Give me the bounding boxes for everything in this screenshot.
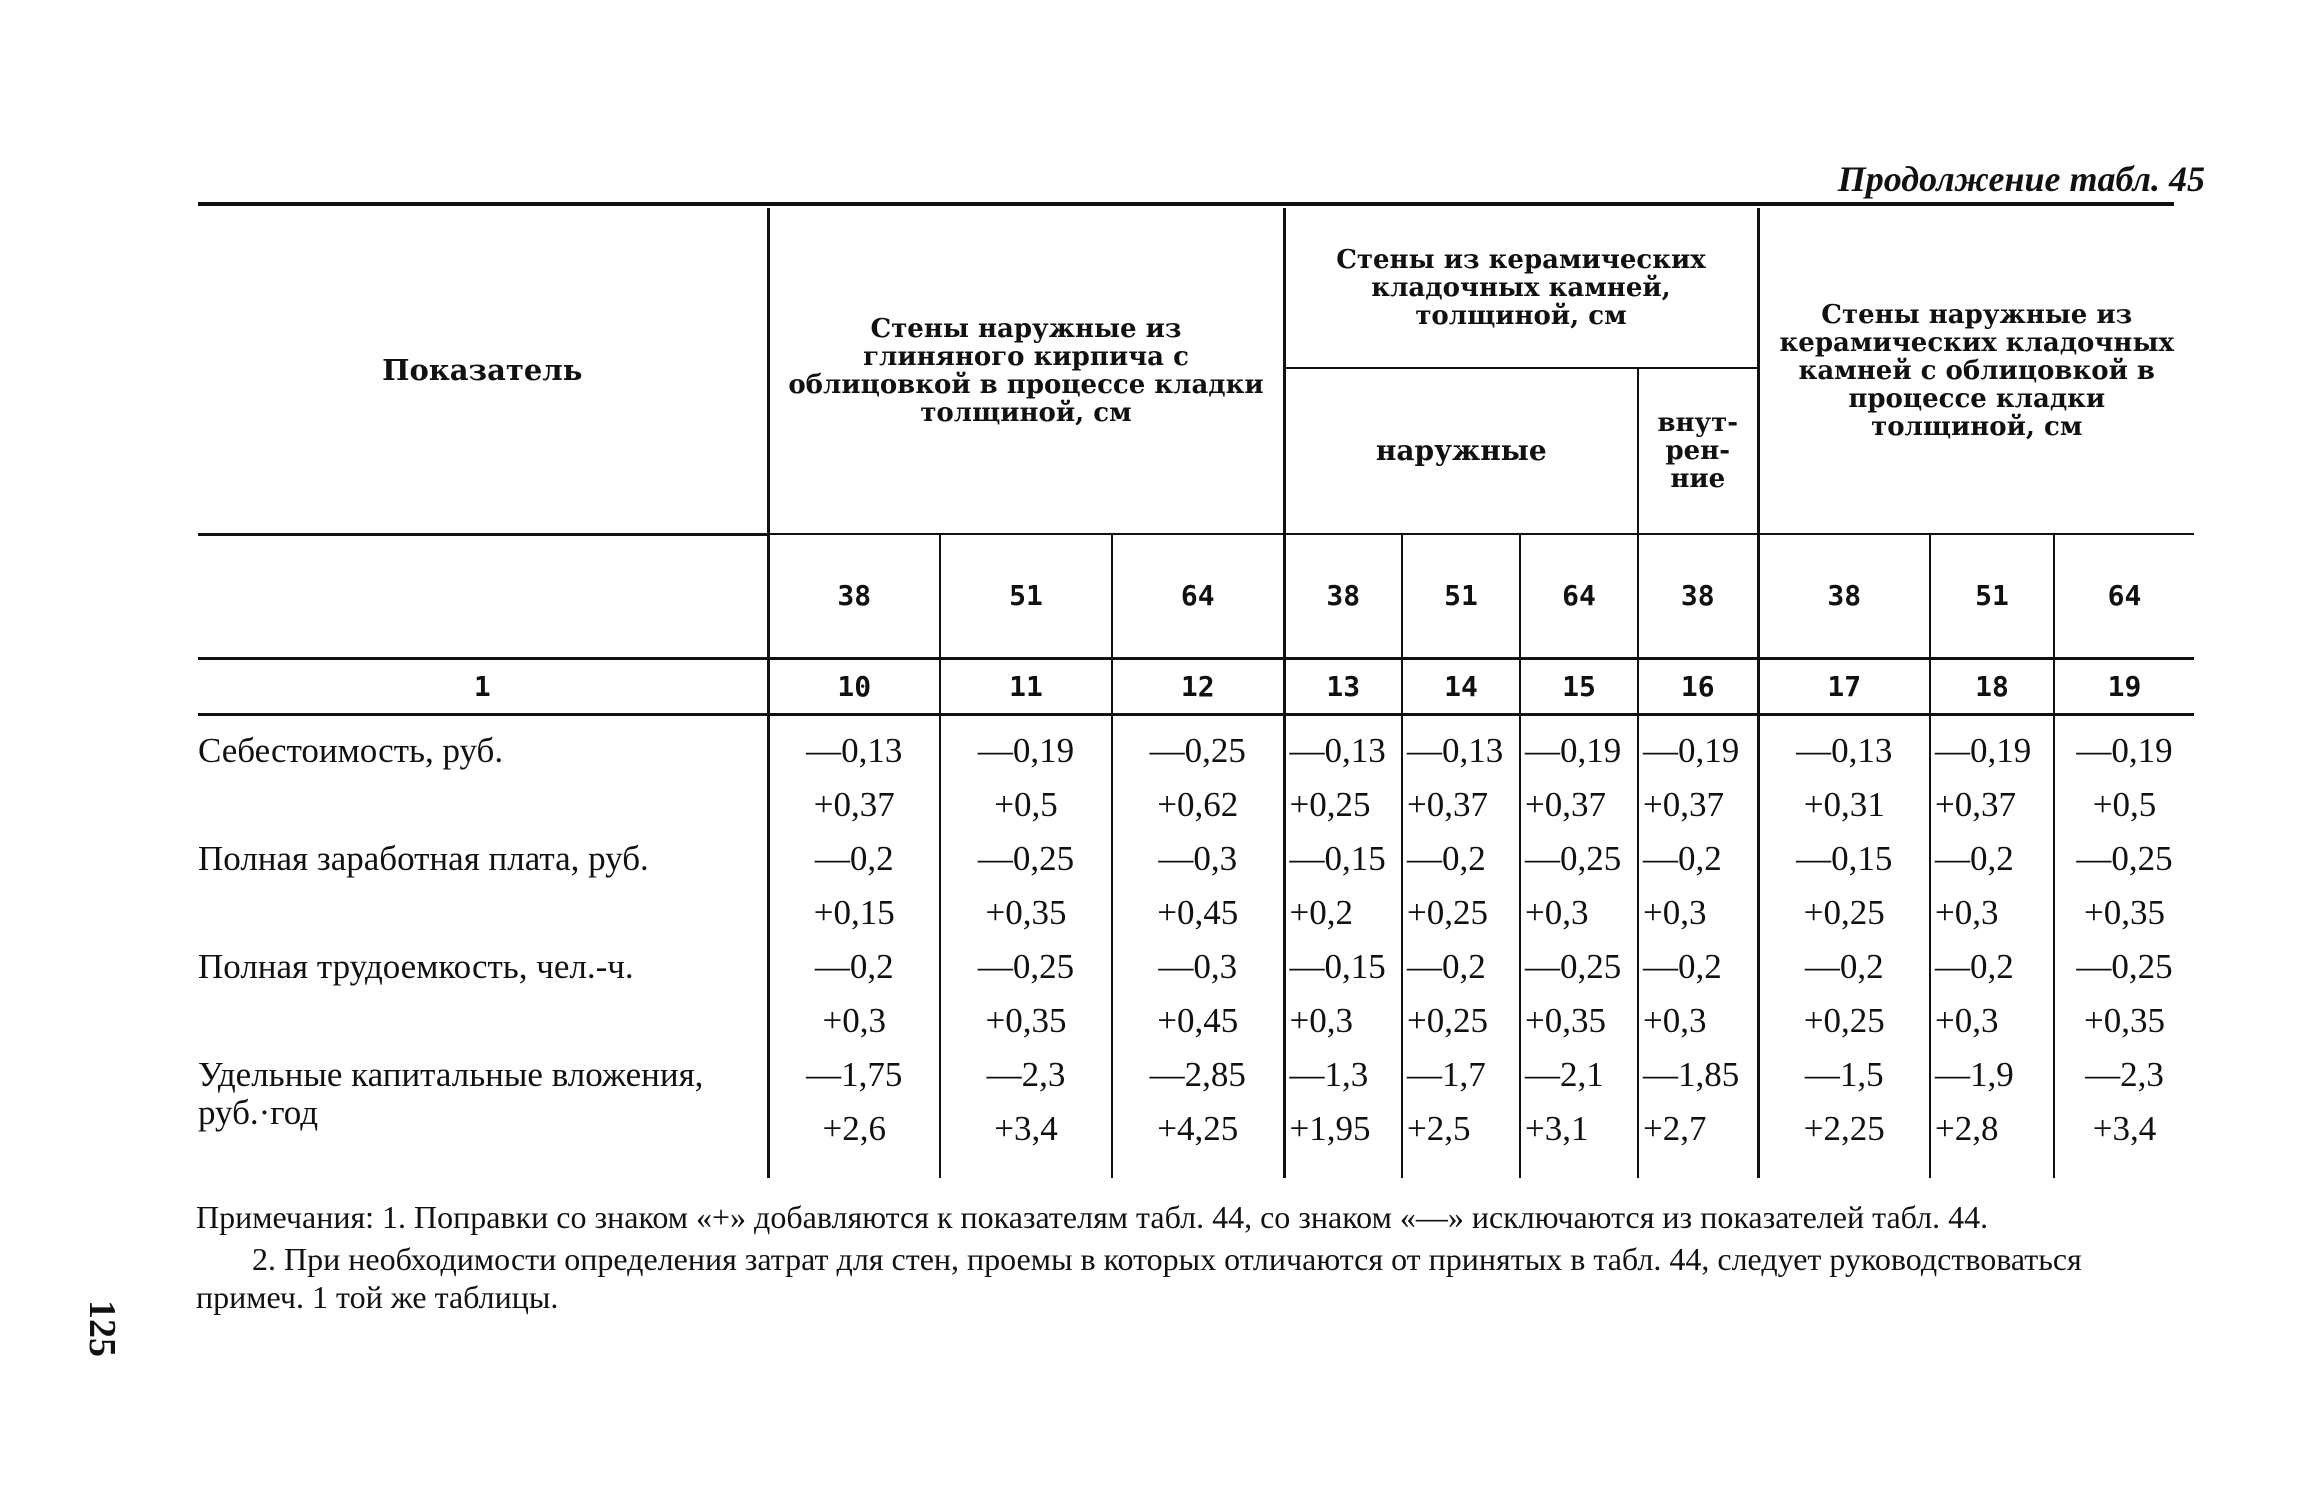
minus-value-cell: —1,5	[1758, 1048, 1930, 1102]
plus-value-cell: +0,45	[1112, 886, 1284, 940]
plus-value-cell: +0,35	[940, 886, 1112, 940]
minus-value-cell: —0,15	[1758, 832, 1930, 886]
plus-value-cell: +0,25	[1758, 994, 1930, 1048]
table-caption: Продолжение табл. 45	[1837, 159, 2205, 199]
plus-value-cell: +2,5	[1402, 1102, 1520, 1156]
plus-value-cell: +3,4	[940, 1102, 1112, 1156]
header-group2-outer: наружные	[1284, 368, 1638, 534]
minus-value-cell: —0,2	[1638, 832, 1758, 886]
plus-value-cell: +0,35	[940, 994, 1112, 1048]
thickness-cell: 64	[1112, 534, 1284, 658]
plus-value-cell: +0,3	[1930, 886, 2054, 940]
plus-value-cell: +0,3	[1930, 994, 2054, 1048]
plus-value-cell: +0,35	[2054, 886, 2194, 940]
notes	[196, 1198, 2182, 1316]
thickness-cell: 38	[768, 534, 940, 658]
column-index-cell: 13	[1284, 658, 1402, 714]
plus-value-cell: +0,37	[1520, 778, 1638, 832]
plus-value-cell: +4,25	[1112, 1102, 1284, 1156]
minus-value-cell: —2,1	[1520, 1048, 1638, 1102]
minus-value-cell: —0,13	[1284, 724, 1402, 778]
minus-value-cell: —0,3	[1112, 940, 1284, 994]
column-index-cell: 1	[198, 658, 768, 714]
column-index-cell: 19	[2054, 658, 2194, 714]
minus-value-cell: —0,2	[1758, 940, 1930, 994]
minus-value-cell: —0,2	[1930, 832, 2054, 886]
header-group2: Стены из керамических кладочных камней, толщиной, см	[1284, 208, 1758, 368]
minus-value-cell: —0,2	[1638, 940, 1758, 994]
column-index-cell: 15	[1520, 658, 1638, 714]
thickness-cell: 51	[940, 534, 1112, 658]
page-number: 125	[81, 1300, 123, 1357]
column-index-cell: 14	[1402, 658, 1520, 714]
row-label: Полная заработная плата, руб.	[198, 839, 649, 878]
plus-value-cell: +0,5	[2054, 778, 2194, 832]
header-group1: Стены наружные из глиняного кирпича с облицовкой в процессе кладки толщиной, см	[768, 208, 1284, 534]
note-2: 2. При необходимости определения затрат для стен, проемы в которых отличаются от принятых в табл. 44, следует руководствоваться примеч. 1 той же таблицы.	[196, 1241, 2082, 1315]
table-row	[198, 1048, 2194, 1102]
minus-value-cell: —0,19	[940, 724, 1112, 778]
minus-value-cell: —0,2	[1930, 940, 2054, 994]
column-index-cell: 10	[768, 658, 940, 714]
minus-value-cell: —0,13	[1758, 724, 1930, 778]
table-row	[198, 832, 2194, 886]
table-row	[198, 724, 2194, 778]
plus-value-cell: +0,3	[1520, 886, 1638, 940]
plus-value-cell: +0,3	[1638, 886, 1758, 940]
plus-value-cell: +2,25	[1758, 1102, 1930, 1156]
minus-value-cell: —2,3	[940, 1048, 1112, 1102]
plus-value-cell: +0,25	[1402, 994, 1520, 1048]
plus-value-cell: +2,6	[768, 1102, 940, 1156]
minus-value-cell: —1,9	[1930, 1048, 2054, 1102]
minus-value-cell: —0,25	[940, 832, 1112, 886]
plus-value-cell: +0,35	[2054, 994, 2194, 1048]
plus-value-cell: +2,7	[1638, 1102, 1758, 1156]
minus-value-cell: —0,2	[1402, 832, 1520, 886]
plus-value-cell: +0,25	[1758, 886, 1930, 940]
plus-value-cell: +1,95	[1284, 1102, 1402, 1156]
column-index-cell: 12	[1112, 658, 1284, 714]
plus-value-cell: +0,37	[1930, 778, 2054, 832]
top-rule	[198, 202, 2174, 206]
plus-value-cell: +3,4	[2054, 1102, 2194, 1156]
minus-value-cell: —0,2	[768, 940, 940, 994]
thickness-cell: 38	[1638, 534, 1758, 658]
minus-value-cell: —0,2	[768, 832, 940, 886]
plus-value-cell: +0,3	[1638, 994, 1758, 1048]
minus-value-cell: —2,3	[2054, 1048, 2194, 1102]
thickness-cell: 64	[2054, 534, 2194, 658]
minus-value-cell: —0,15	[1284, 832, 1402, 886]
minus-value-cell: —2,85	[1112, 1048, 1284, 1102]
minus-value-cell: —0,19	[1930, 724, 2054, 778]
column-index-cell: 11	[940, 658, 1112, 714]
minus-value-cell: —0,25	[940, 940, 1112, 994]
column-index-cell: 18	[1930, 658, 2054, 714]
plus-value-cell: +0,3	[1284, 994, 1402, 1048]
thickness-cell: 64	[1520, 534, 1638, 658]
plus-value-cell: +0,5	[940, 778, 1112, 832]
plus-value-cell: +0,25	[1284, 778, 1402, 832]
header-group3: Стены наружные из керамических кладочных камней с облицовкой в процессе кладки толщиной, см	[1758, 208, 2194, 534]
row-label: Удельные капитальные вложения, руб.·год	[198, 1055, 704, 1132]
minus-value-cell: —0,2	[1402, 940, 1520, 994]
plus-value-cell: +0,15	[768, 886, 940, 940]
minus-value-cell: —1,75	[768, 1048, 940, 1102]
thickness-empty-cell	[198, 534, 768, 658]
column-index-cell: 17	[1758, 658, 1930, 714]
minus-value-cell: —0,19	[2054, 724, 2194, 778]
minus-value-cell: —0,13	[1402, 724, 1520, 778]
minus-value-cell: —0,25	[1112, 724, 1284, 778]
minus-value-cell: —0,19	[1638, 724, 1758, 778]
minus-value-cell: —0,25	[2054, 832, 2194, 886]
plus-value-cell: +0,45	[1112, 994, 1284, 1048]
minus-value-cell: —0,19	[1520, 724, 1638, 778]
minus-value-cell: —0,15	[1284, 940, 1402, 994]
note-1: Примечания: 1. Поправки со знаком «+» добавляются к показателям табл. 44, со знаком «—» исключаются из показателей табл. 44.	[196, 1199, 1989, 1235]
thickness-cell: 38	[1284, 534, 1402, 658]
minus-value-cell: —0,25	[1520, 940, 1638, 994]
thickness-cell: 38	[1758, 534, 1930, 658]
row-label: Себестоимость, руб.	[198, 731, 504, 770]
table-row	[198, 940, 2194, 994]
plus-value-cell: +0,25	[1402, 886, 1520, 940]
plus-value-cell: +0,62	[1112, 778, 1284, 832]
thickness-cell: 51	[1402, 534, 1520, 658]
plus-value-cell: +0,35	[1520, 994, 1638, 1048]
header-pokazatel: Показатель	[198, 208, 768, 534]
column-index-cell: 16	[1638, 658, 1758, 714]
data-table	[198, 208, 2194, 1178]
plus-value-cell: +0,37	[1402, 778, 1520, 832]
minus-value-cell: —0,3	[1112, 832, 1284, 886]
plus-value-cell: +0,31	[1758, 778, 1930, 832]
minus-value-cell: —0,25	[2054, 940, 2194, 994]
plus-value-cell: +0,37	[768, 778, 940, 832]
minus-value-cell: —1,85	[1638, 1048, 1758, 1102]
plus-value-cell: +0,2	[1284, 886, 1402, 940]
header-group2-inner: внут-рен-ние	[1638, 368, 1758, 534]
plus-value-cell: +0,3	[768, 994, 940, 1048]
minus-value-cell: —1,3	[1284, 1048, 1402, 1102]
plus-value-cell: +0,37	[1638, 778, 1758, 832]
plus-value-cell: +3,1	[1520, 1102, 1638, 1156]
plus-value-cell: +2,8	[1930, 1102, 2054, 1156]
row-label: Полная трудоемкость, чел.-ч.	[198, 947, 634, 986]
minus-value-cell: —0,25	[1520, 832, 1638, 886]
minus-value-cell: —1,7	[1402, 1048, 1520, 1102]
minus-value-cell: —0,13	[768, 724, 940, 778]
thickness-cell: 51	[1930, 534, 2054, 658]
